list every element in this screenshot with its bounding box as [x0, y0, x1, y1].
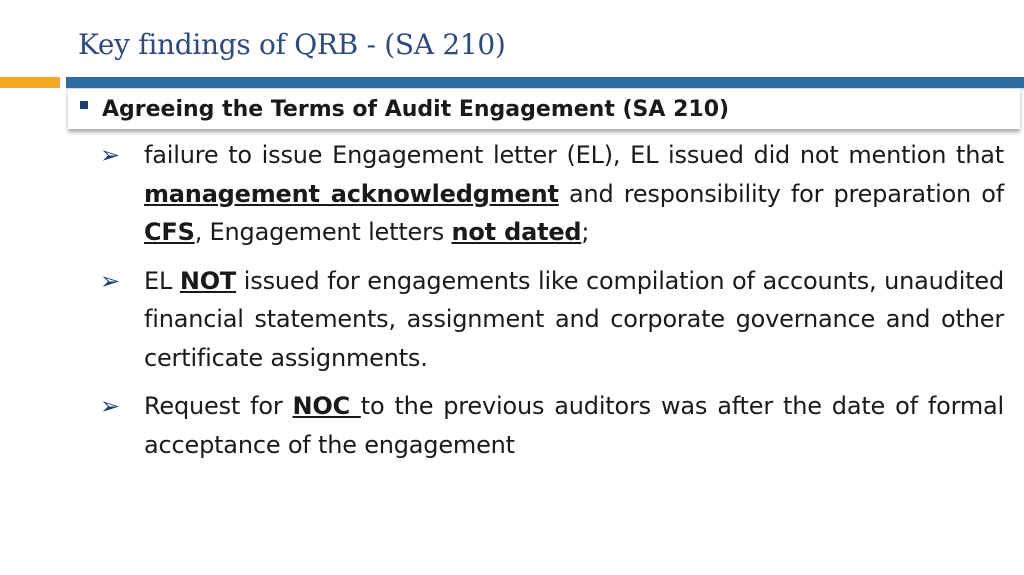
- list-item-text: failure to issue Engagement letter (EL), EL issued did not mention that management acknowledgment and responsibility for preparation of CFS, Engagement letters not dated;: [144, 141, 1004, 246]
- list-item: [100, 262, 1004, 378]
- accent-bar-blue: [66, 77, 1024, 88]
- list-item-text: Request for NOC to the previous auditors was after the date of formal acceptance of the engagement: [144, 392, 1004, 459]
- list-item-text: EL NOT issued for engagements like compilation of accounts, unaudited financial statements, assignment and corporate governance and other certificate assignments.: [144, 266, 1004, 372]
- emphasis-text: NOC: [292, 392, 361, 420]
- square-bullet-icon: [80, 101, 88, 109]
- slide-title: Key findings of QRB - (SA 210): [78, 28, 506, 61]
- arrow-bullet-icon: ➢: [100, 392, 121, 420]
- list-item: [100, 136, 1004, 252]
- list-item: [100, 387, 1004, 464]
- emphasis-text: CFS: [144, 218, 195, 246]
- section-heading: [80, 92, 1014, 126]
- emphasis-text: NOT: [179, 266, 237, 295]
- emphasis-text: management acknowledgment: [144, 179, 559, 208]
- arrow-bullet-icon: ➢: [100, 141, 121, 169]
- findings-list: [100, 136, 1004, 474]
- section-heading-text: Agreeing the Terms of Audit Engagement (SA 210): [102, 96, 730, 122]
- emphasis-text: not dated: [451, 218, 582, 246]
- accent-bar-orange: [0, 77, 60, 88]
- arrow-bullet-icon: ➢: [100, 266, 121, 295]
